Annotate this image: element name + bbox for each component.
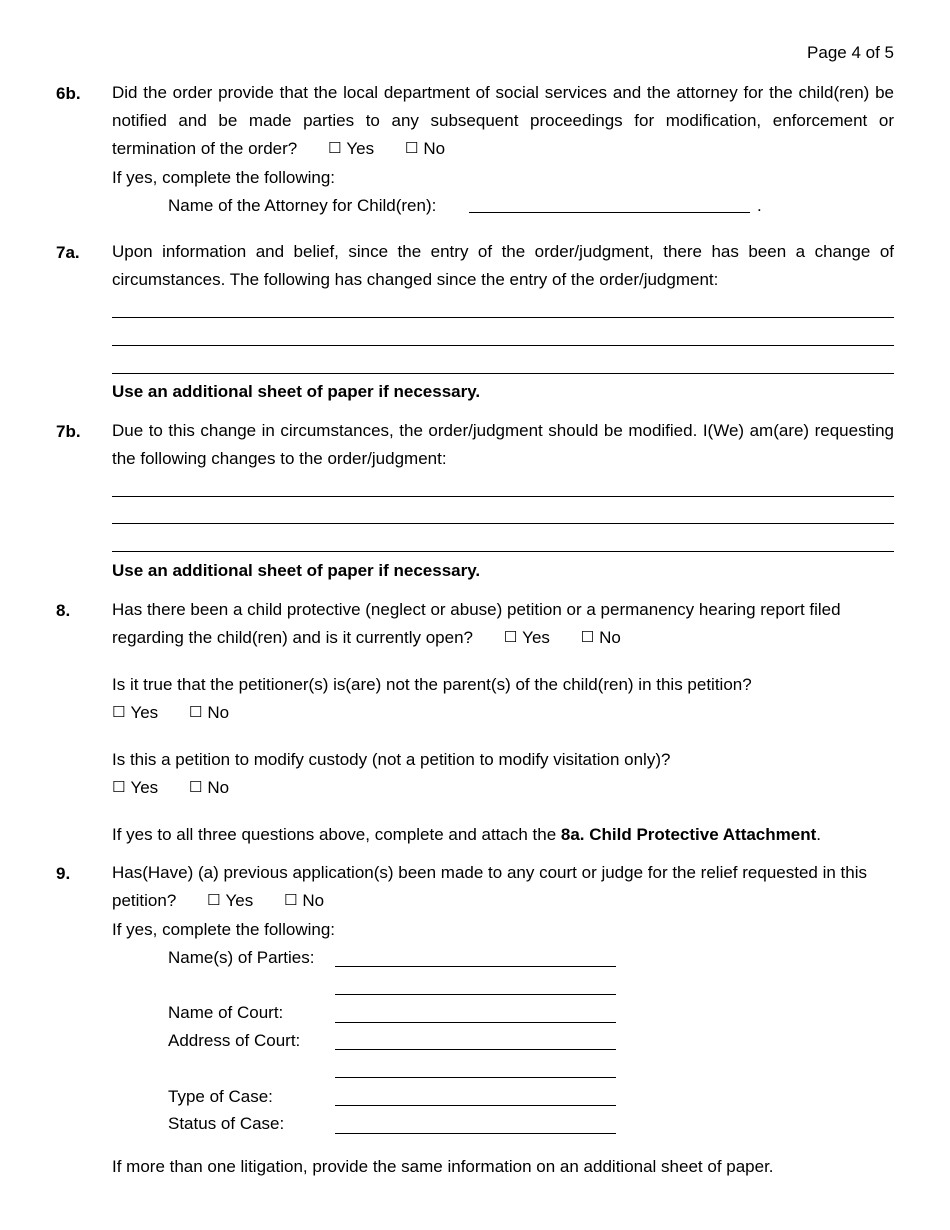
q9-yes-option[interactable] [207,887,253,915]
q9-yes-label: Yes [225,891,254,910]
q8-q3-options [112,778,229,798]
q8-q3-yes-option[interactable] [112,778,158,798]
checkbox-icon[interactable]: ☐ [188,703,203,721]
q7b-answer-line[interactable] [112,496,894,497]
q8-q2-yes-label: Yes [130,703,159,722]
q8-no-option[interactable] [581,624,621,652]
q6b-number: 6b. [56,84,81,103]
q8-q2-no-option[interactable] [189,703,229,723]
checkbox-icon[interactable]: ☐ [112,778,126,796]
q6b-yes-label: Yes [346,139,375,158]
checkbox-icon[interactable]: ☐ [112,703,126,721]
q7a-answer-line[interactable] [112,345,894,346]
q6b-attorney-label: Name of the Attorney for Child(ren): [168,196,437,215]
checkbox-icon[interactable]: ☐ [404,139,419,157]
checkbox-icon[interactable]: ☐ [327,139,342,157]
q8-no-label: No [599,628,621,647]
page-number: Page 4 of 5 [807,43,894,62]
q9-followup: If yes, complete the following: [112,920,336,939]
q8-q2-yes-option[interactable] [112,703,158,723]
q8-q3-text: Is this a petition to modify custody (not a petition to modify visitation only)? [112,750,671,769]
q9-status-field[interactable] [335,1133,616,1134]
q7a-answer-line[interactable] [112,317,894,318]
checkbox-icon[interactable]: ☐ [207,891,221,909]
q9-status-label: Status of Case: [168,1114,285,1133]
q9-text: Has(Have) (a) previous application(s) been made to any court or judge for the relief requested in this petition? [112,863,867,910]
q7b-note: Use an additional sheet of paper if necessary. [112,561,481,580]
q8-attach-suffix: . [816,825,821,844]
q7b-answer-line[interactable] [112,551,894,552]
q9-question [112,859,894,915]
q9-parties-field[interactable] [335,994,616,995]
q8-number: 8. [56,601,71,620]
q9-type-field[interactable] [335,1105,616,1106]
q8-q3-no-option[interactable] [189,778,229,798]
q7b-text: Due to this change in circumstances, the order/judgment should be modified. I(We) am(are) requesting the following changes to the order/judgment: [112,421,894,468]
q7b-answer-line[interactable] [112,523,894,524]
q6b-no-label: No [423,139,446,158]
q9-address-label: Address of Court: [168,1031,301,1050]
q6b-followup: If yes, complete the following: [112,168,336,187]
q8-attach-form-name: 8a. Child Protective Attachment [560,825,817,844]
q8-yes-option[interactable] [504,624,550,652]
q9-address-field[interactable] [335,1077,616,1078]
q6b-period: . [757,196,762,215]
q9-court-field[interactable] [335,1022,616,1023]
q9-no-option[interactable] [284,887,324,915]
checkbox-icon[interactable]: ☐ [283,891,298,909]
q6b-no-option[interactable] [405,135,445,163]
q9-footer-note: If more than one litigation, provide the same information on an additional sheet of paper. [112,1157,774,1176]
q9-parties-label: Name(s) of Parties: [168,948,315,967]
q6b-text: Did the order provide that the local department of social services and the attorney for the child(ren) be notified and be made parties to any subsequent proceedings for modification, enforcement or termination of the order? [112,83,894,158]
q8-q2-text: Is it true that the petitioner(s) is(are) not the parent(s) of the child(ren) in this petition? [112,675,752,694]
q9-court-label: Name of Court: [168,1003,284,1022]
q7a-text: Upon information and belief, since the entry of the order/judgment, there has been a change of circumstances. The following has changed since the entry of the order/judgment: [112,242,894,289]
q8-question [112,596,894,652]
q7a-answer-line[interactable] [112,373,894,374]
q8-yes-label: Yes [522,628,550,647]
q9-address-field[interactable] [335,1049,616,1050]
q9-no-label: No [302,891,325,910]
checkbox-icon[interactable]: ☐ [580,628,595,646]
q7a-note: Use an additional sheet of paper if necessary. [112,382,481,401]
q6b-attorney-field[interactable] [469,212,750,213]
q7a-number: 7a. [56,243,80,262]
q8-attach-prefix: If yes to all three questions above, complete and attach the [112,825,561,844]
q9-number: 9. [56,864,71,883]
q9-parties-field[interactable] [335,966,616,967]
q7b-number: 7b. [56,422,81,441]
q6b-yes-option[interactable] [328,135,374,163]
q8-attach-instruction [112,825,821,845]
q9-type-label: Type of Case: [168,1087,273,1106]
q8-q2-options [112,703,229,723]
checkbox-icon[interactable]: ☐ [503,628,518,646]
q6b-question [112,79,894,163]
q8-text: Has there been a child protective (neglect or abuse) petition or a permanency hearing report filed regarding the child(ren) and is it currently open? [112,600,841,647]
q8-q3-yes-label: Yes [130,778,159,797]
q8-q3-no-label: No [207,778,230,797]
q8-q2-no-label: No [207,703,230,722]
checkbox-icon[interactable]: ☐ [188,778,203,796]
